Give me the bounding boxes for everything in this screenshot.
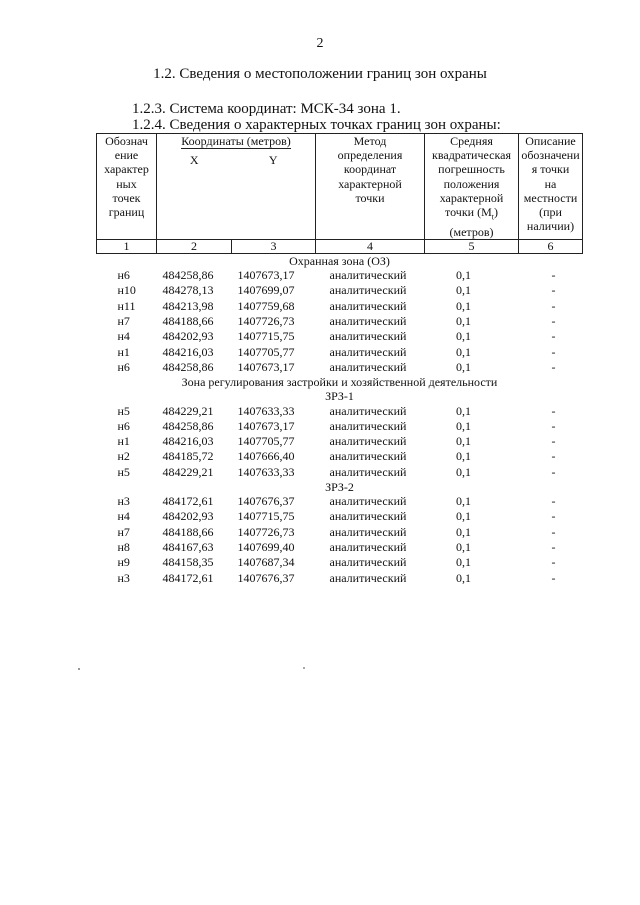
coord-y: 1407715,75 [237, 329, 295, 344]
coord-x: 484216,03 [162, 434, 214, 449]
header-error: Средняя квадратическая погрешность положения характерной точки $(M_t)$ (метров) [425, 134, 519, 240]
table-row [97, 540, 583, 555]
table-row [97, 404, 583, 419]
page-number: 2 [316, 36, 324, 51]
error-value: 0,1 [456, 418, 471, 433]
error-value: 0,1 [456, 403, 471, 418]
description: - [551, 524, 556, 539]
column-number: 5 [425, 239, 519, 253]
coord-y: 1407705,77 [237, 344, 295, 359]
error-value: 0,1 [456, 344, 471, 359]
coord-x: 484278,13 [162, 283, 214, 298]
point-name: н6 [117, 268, 130, 283]
column-number: 3 [232, 239, 316, 253]
point-name: н6 [117, 359, 130, 374]
error-value: 0,1 [456, 329, 471, 344]
description: - [551, 555, 556, 570]
coord-x: 484258,86 [162, 268, 214, 283]
zone-subtitle-row [97, 389, 583, 403]
description: - [551, 329, 556, 344]
coord-x: 484202,93 [162, 329, 214, 344]
zone-title: Охранная зона (ОЗ) [289, 253, 390, 268]
error-value: 0,1 [456, 540, 471, 555]
point-name: н4 [117, 329, 130, 344]
coord-y: 1407715,75 [237, 509, 295, 524]
table-row [97, 268, 583, 283]
coord-y: 1407726,73 [237, 313, 295, 328]
error-value: 0,1 [456, 570, 471, 585]
description: - [551, 540, 556, 555]
coord-y: 1407699,40 [237, 540, 295, 555]
column-number: 1 [97, 239, 157, 253]
description: - [551, 449, 556, 464]
error-value: 0,1 [456, 268, 471, 283]
description: - [551, 344, 556, 359]
method: аналитический [329, 283, 407, 298]
description: - [551, 418, 556, 433]
description: - [551, 359, 556, 374]
coord-y: 1407676,37 [237, 494, 295, 509]
method: аналитический [329, 509, 407, 524]
method: аналитический [329, 359, 407, 374]
table-row [97, 525, 583, 540]
method: аналитический [329, 464, 407, 479]
table-row [97, 494, 583, 509]
description: - [551, 434, 556, 449]
scan-speck [303, 667, 305, 669]
point-name: н10 [117, 283, 136, 298]
coord-y: 1407705,77 [237, 434, 295, 449]
coord-x: 484229,21 [162, 464, 214, 479]
method: аналитический [329, 268, 407, 283]
coord-x: 484229,21 [162, 403, 214, 418]
coord-x: 484188,66 [162, 313, 214, 328]
coord-x: 484213,98 [162, 298, 214, 313]
coord-x: 484216,03 [162, 344, 214, 359]
point-name: н9 [117, 555, 130, 570]
header-y: Y [232, 153, 316, 240]
point-name: н5 [117, 464, 130, 479]
point-name: н7 [117, 524, 130, 539]
points-title-line: 1.2.4. Сведения о характерных точках границ зон охраны: [132, 117, 501, 133]
method: аналитический [329, 449, 407, 464]
coord-x: 484167,63 [162, 540, 214, 555]
method: аналитический [329, 434, 407, 449]
description: - [551, 298, 556, 313]
table-header-row-1 [97, 134, 583, 153]
error-value: 0,1 [456, 449, 471, 464]
coord-y: 1407666,40 [237, 449, 295, 464]
point-name: н1 [117, 434, 130, 449]
method: аналитический [329, 329, 407, 344]
coord-x: 484158,35 [162, 555, 214, 570]
point-name: н6 [117, 418, 130, 433]
coord-y: 1407673,17 [237, 418, 295, 433]
method: аналитический [329, 418, 407, 433]
header-point-designation: Обознач ение характер ных точек границ [97, 134, 157, 240]
coord-x: 484172,61 [162, 494, 214, 509]
table-row [97, 555, 583, 570]
zone-title: Зона регулирования застройки и хозяйственной деятельности [181, 375, 498, 390]
coord-y: 1407673,17 [237, 268, 295, 283]
coord-x: 484172,61 [162, 570, 214, 585]
column-number: 4 [316, 239, 425, 253]
method: аналитический [329, 313, 407, 328]
error-value: 0,1 [456, 494, 471, 509]
header-coordinates: Координаты (метров) [157, 134, 316, 153]
column-number: 2 [157, 239, 232, 253]
header-description: Описание обозначени я точки на местности (при наличии) [519, 134, 583, 240]
error-value: 0,1 [456, 298, 471, 313]
method: аналитический [329, 344, 407, 359]
description: - [551, 494, 556, 509]
table-row [97, 509, 583, 524]
zone-subtitle-row [97, 480, 583, 494]
table-row [97, 360, 583, 375]
coord-y: 1407633,33 [237, 403, 295, 418]
error-value: 0,1 [456, 524, 471, 539]
description: - [551, 283, 556, 298]
error-value: 0,1 [456, 555, 471, 570]
section-title: 1.2. Сведения о местоположении границ зон охраны [153, 66, 487, 82]
point-name: н2 [117, 449, 130, 464]
table-row [97, 449, 583, 464]
point-name: н1 [117, 344, 130, 359]
method: аналитический [329, 298, 407, 313]
coord-x: 484258,86 [162, 359, 214, 374]
method: аналитический [329, 494, 407, 509]
method: аналитический [329, 570, 407, 585]
coord-y: 1407687,34 [237, 555, 295, 570]
error-value: 0,1 [456, 359, 471, 374]
coord-y: 1407673,17 [237, 359, 295, 374]
error-value: 0,1 [456, 313, 471, 328]
table-row [97, 434, 583, 449]
coord-x: 484185,72 [162, 449, 214, 464]
coord-y: 1407699,07 [237, 283, 295, 298]
method: аналитический [329, 524, 407, 539]
table-row [97, 465, 583, 480]
point-name: н3 [117, 570, 130, 585]
coord-y: 1407759,68 [237, 298, 295, 313]
table-row [97, 571, 583, 586]
point-name: н3 [117, 494, 130, 509]
table-row [97, 283, 583, 298]
point-name: н11 [117, 298, 136, 313]
coord-y: 1407633,33 [237, 464, 295, 479]
error-value: 0,1 [456, 283, 471, 298]
zone-title-row [97, 253, 583, 268]
description: - [551, 268, 556, 283]
table-row [97, 314, 583, 329]
error-value: 0,1 [456, 464, 471, 479]
zone-subtitle: ЗРЗ-1 [325, 389, 354, 404]
zone-title-row [97, 375, 583, 389]
coord-x: 484202,93 [162, 509, 214, 524]
coord-y: 1407676,37 [237, 570, 295, 585]
method: аналитический [329, 403, 407, 418]
coord-x: 484258,86 [162, 418, 214, 433]
method: аналитический [329, 555, 407, 570]
table-row [97, 419, 583, 434]
error-value: 0,1 [456, 434, 471, 449]
table-row [97, 299, 583, 314]
error-value: 0,1 [456, 509, 471, 524]
scan-speck [78, 668, 80, 670]
point-name: н7 [117, 313, 130, 328]
description: - [551, 570, 556, 585]
coord-system-line: 1.2.3. Система координат: МСК-34 зона 1. [132, 101, 401, 117]
method: аналитический [329, 540, 407, 555]
description: - [551, 313, 556, 328]
description: - [551, 464, 556, 479]
column-number: 6 [519, 239, 583, 253]
coord-y: 1407726,73 [237, 524, 295, 539]
coord-x: 484188,66 [162, 524, 214, 539]
header-x: X [157, 153, 232, 240]
boundary-points-table [96, 133, 583, 586]
table-row [97, 345, 583, 360]
header-method: Метод определения координат характерной точки [316, 134, 425, 240]
column-numbers-row [97, 239, 583, 253]
table-row [97, 329, 583, 344]
zone-subtitle: ЗРЗ-2 [325, 479, 354, 494]
point-name: н4 [117, 509, 130, 524]
point-name: н5 [117, 403, 130, 418]
point-name: н8 [117, 540, 130, 555]
description: - [551, 403, 556, 418]
description: - [551, 509, 556, 524]
